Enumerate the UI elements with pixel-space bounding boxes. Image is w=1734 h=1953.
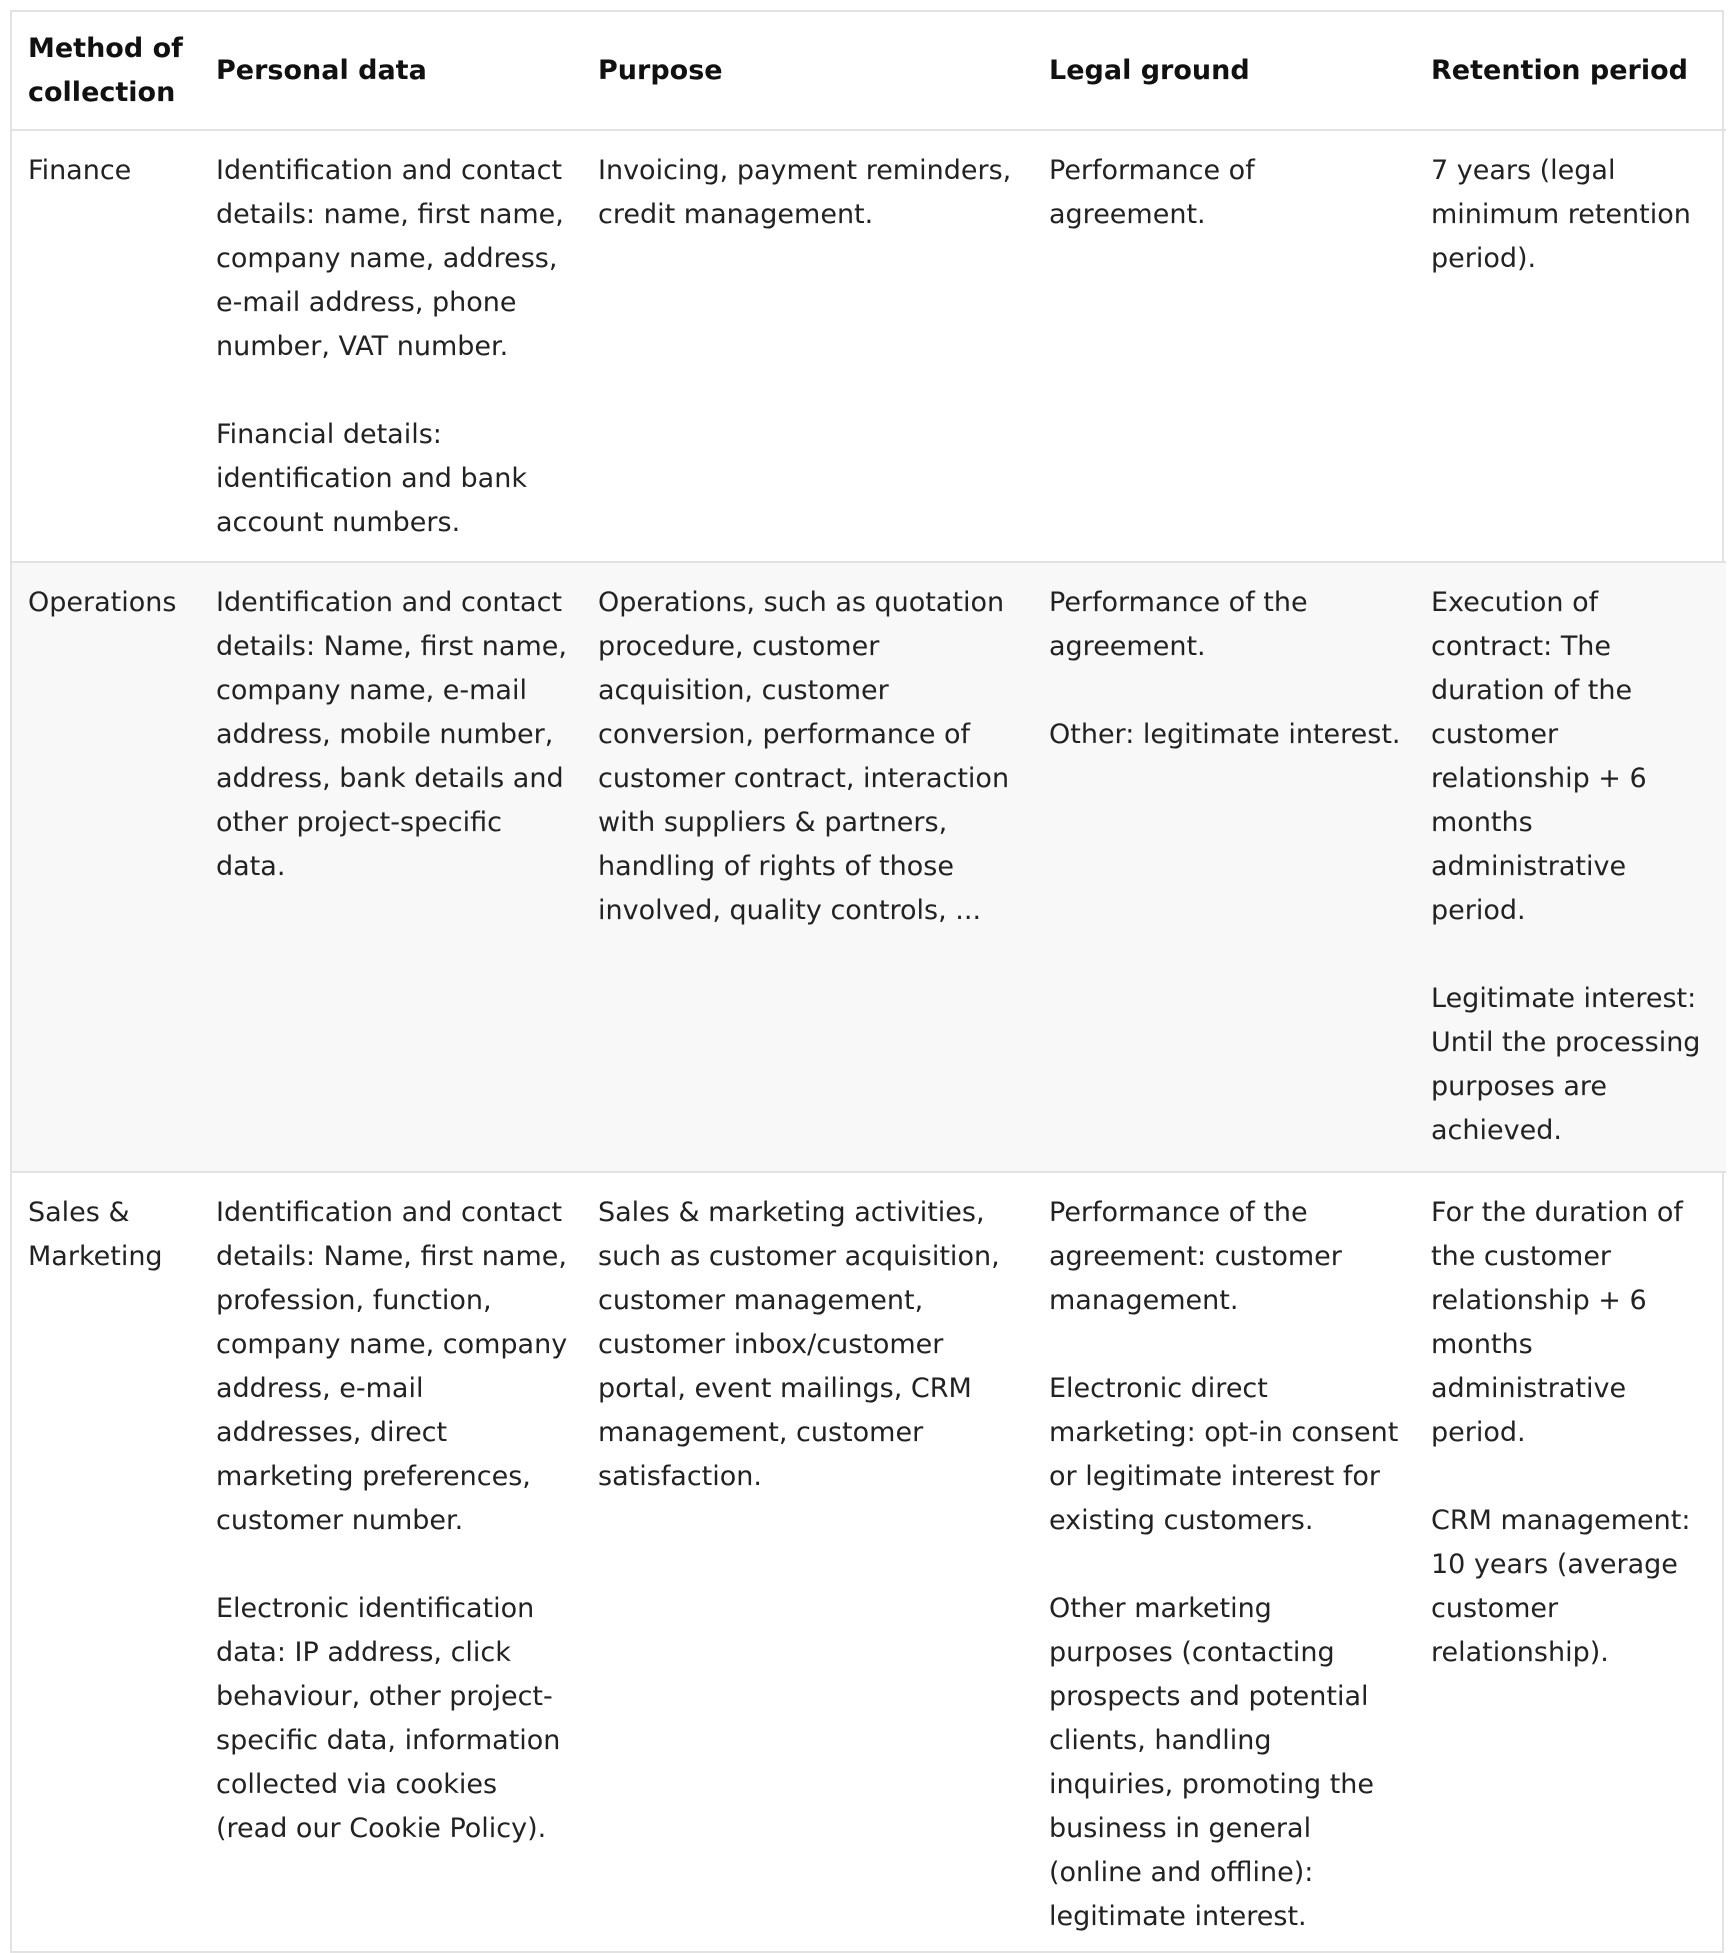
cell-method: Operations bbox=[28, 587, 177, 618]
header-legal-ground: Legal ground bbox=[1049, 54, 1250, 86]
cell-paragraph: Performance of the agreement. bbox=[1049, 587, 1308, 662]
cell-method: Sales & Marketing bbox=[28, 1197, 163, 1272]
cell-paragraph: Other marketing purposes (contacting prospects and potential clients, handling inquiries, promoting the business in general (online and offline): legitimate interest. bbox=[1049, 1593, 1375, 1932]
cell-purpose bbox=[582, 130, 1033, 562]
table-header-row bbox=[12, 12, 1726, 130]
cell-paragraph: Performance of agreement. bbox=[1049, 155, 1255, 230]
cell-paragraph: Financial details: identification and bank account numbers. bbox=[216, 419, 527, 538]
header-method-of-collection: Method of collection bbox=[28, 32, 183, 108]
table-row-sales-marketing bbox=[12, 1172, 1726, 1951]
cell-legal-ground bbox=[1033, 1172, 1415, 1951]
cell-legal-ground bbox=[1033, 130, 1415, 562]
cell-paragraph: Electronic direct marketing: opt-in consent or legitimate interest for existing customers. bbox=[1049, 1373, 1399, 1536]
table-row-operations bbox=[12, 562, 1726, 1172]
cell-paragraph: Other: legitimate interest. bbox=[1049, 719, 1401, 750]
cell-purpose bbox=[582, 562, 1033, 1172]
cell-paragraph: Identification and contact details: Name, first name, profession, function, company name, company address, e-mail addresses, direct marketing preferences, customer number. bbox=[216, 1197, 568, 1536]
cell-paragraph: Sales & marketing activities, such as customer acquisition, customer management, customer inbox/customer portal, event mailings, CRM management, customer satisfaction. bbox=[598, 1197, 1000, 1492]
cell-personal-data bbox=[200, 562, 582, 1172]
cell-paragraph: Performance of the agreement: customer management. bbox=[1049, 1197, 1342, 1316]
cell-retention-period bbox=[1415, 130, 1726, 562]
header-purpose: Purpose bbox=[598, 54, 723, 86]
header-personal-data: Personal data bbox=[216, 54, 427, 86]
data-processing-table bbox=[12, 12, 1726, 1951]
cell-retention-period bbox=[1415, 1172, 1726, 1951]
table-row-finance bbox=[12, 130, 1726, 562]
header-retention-period: Retention period bbox=[1431, 54, 1688, 86]
cell-paragraph: For the duration of the customer relationship + 6 months administrative period. bbox=[1431, 1197, 1683, 1448]
cell-paragraph: Electronic identification data: IP address, click behaviour, other project-specific data, information collected via cookies (read our Cookie Policy). bbox=[216, 1593, 561, 1844]
cell-paragraph: Identification and contact details: name, first name, company name, address, e-mail address, phone number, VAT number. bbox=[216, 155, 564, 362]
cell-paragraph: Legitimate interest: Until the processing purposes are achieved. bbox=[1431, 983, 1701, 1146]
cell-purpose bbox=[582, 1172, 1033, 1951]
cell-paragraph: Operations, such as quotation procedure, customer acquisition, customer conversion, performance of customer contract, interaction with suppliers & partners, handling of rights of those involved, quality controls, ... bbox=[598, 587, 1010, 926]
cell-paragraph: CRM management: 10 years (average customer relationship). bbox=[1431, 1505, 1691, 1668]
cell-paragraph: Identification and contact details: Name, first name, company name, e-mail address, mobile number, address, bank details and other project-specific data. bbox=[216, 587, 567, 882]
cell-legal-ground bbox=[1033, 562, 1415, 1172]
cell-retention-period bbox=[1415, 562, 1726, 1172]
cell-paragraph: Execution of contract: The duration of the customer relationship + 6 months administrative period. bbox=[1431, 587, 1647, 926]
cell-paragraph: 7 years (legal minimum retention period). bbox=[1431, 155, 1691, 274]
data-processing-table-container bbox=[10, 10, 1724, 1953]
cell-personal-data bbox=[200, 130, 582, 562]
cell-method: Finance bbox=[28, 155, 132, 186]
cell-personal-data bbox=[200, 1172, 582, 1951]
cell-paragraph: Invoicing, payment reminders, credit management. bbox=[598, 155, 1012, 230]
